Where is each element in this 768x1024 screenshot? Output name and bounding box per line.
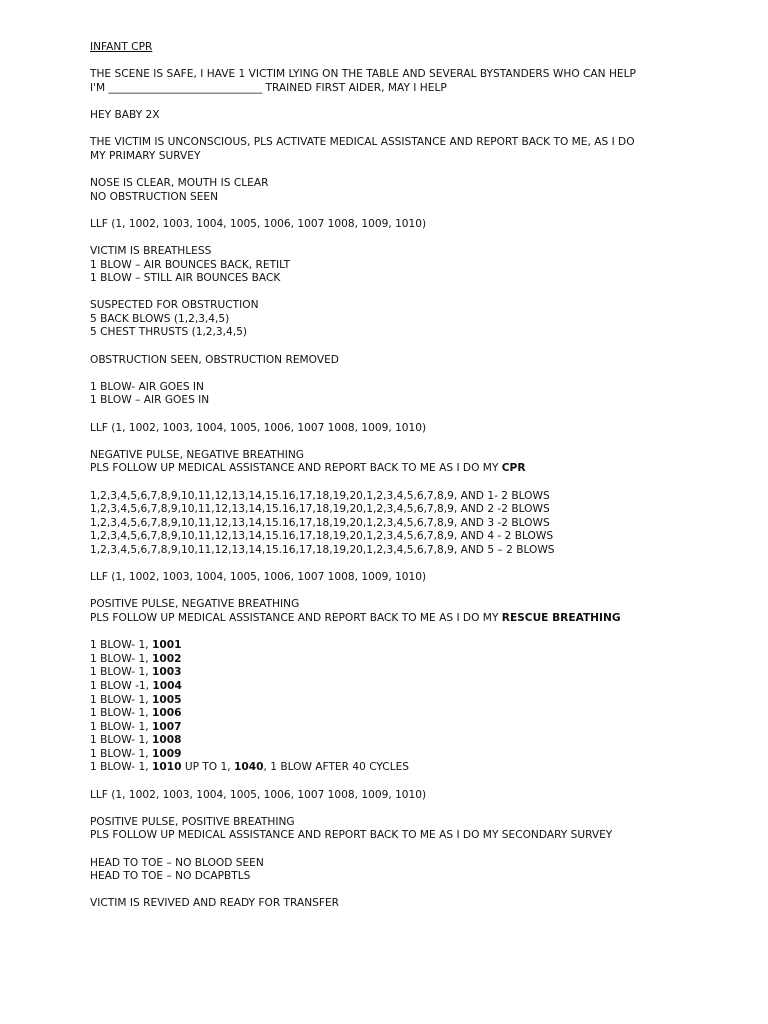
breathless-line-2: 1 BLOW – AIR BOUNCES BACK, RETILT (90, 258, 291, 271)
rescue-blow-line (90, 707, 730, 721)
llf-line-2: LLF (1, 1002, 1003, 1004, 1005, 1006, 1007 1008, 1009, 1010) (90, 421, 427, 434)
unconscious-line-2: MY PRIMARY SURVEY (90, 149, 201, 162)
head-to-toe-line-2: HEAD TO TOE – NO DCAPBTLS (90, 870, 251, 883)
obstruction-removed-line: OBSTRUCTION SEEN, OBSTRUCTION REMOVED (90, 353, 339, 366)
airway-line-2: NO OBSTRUCTION SEEN (90, 190, 219, 203)
revived-line: VICTIM IS REVIVED AND READY FOR TRANSFER (90, 897, 339, 910)
suspected-line-3: 5 CHEST THRUSTS (1,2,3,4,5) (90, 326, 248, 339)
secondary-instruction-line: PLS FOLLOW UP MEDICAL ASSISTANCE AND REPORT BACK TO ME AS I DO MY SECONDARY SURVEY (90, 829, 613, 842)
breathless-line-3: 1 BLOW – STILL AIR BOUNCES BACK (90, 272, 281, 285)
cpr-instruction-bold: CPR (501, 462, 526, 475)
intro-line-2: I'M _____________________________ TRAINED FIRST AIDER, MAY I HELP (90, 81, 447, 94)
blow-count: 1005 (151, 693, 182, 706)
blow-count: 1004 (152, 679, 182, 692)
rescue-status-line: POSITIVE PULSE, NEGATIVE BREATHING (90, 598, 300, 611)
cpr-cycle-line: 1,2,3,4,5,6,7,8,9,10,11,12,13,14,15.16,17,18,19,20,1,2,3,4,5,6,7,8,9, AND 4 - 2 BLOWS (90, 530, 554, 543)
blow-count: 1006 (151, 707, 182, 720)
cpr-cycle-line: 1,2,3,4,5,6,7,8,9,10,11,12,13,14,15.16,17,18,19,20,1,2,3,4,5,6,7,8,9, AND 3 -2 BLOWS (90, 516, 550, 529)
blow-prefix: 1 BLOW- 1, (90, 666, 152, 679)
airway-line-1: NOSE IS CLEAR, MOUTH IS CLEAR (90, 176, 269, 189)
blow-prefix: 1 BLOW- 1, (90, 693, 152, 706)
blow-prefix: 1 BLOW- 1, (90, 747, 152, 760)
blow-count: 1007 (151, 720, 182, 733)
air-in-line-1: 1 BLOW- AIR GOES IN (90, 380, 204, 393)
blow-prefix: 1 BLOW- 1, (90, 720, 152, 733)
blow-prefix: 1 BLOW- 1, (90, 761, 152, 774)
blow-count: 1003 (151, 666, 182, 679)
breathless-line-1: VICTIM IS BREATHLESS (90, 244, 212, 257)
cpr-status-line: NEGATIVE PULSE, NEGATIVE BREATHING (90, 448, 304, 461)
document-page (90, 41, 730, 911)
rescue-blow-line (90, 694, 730, 708)
blow-prefix: 1 BLOW- 1, (90, 639, 152, 652)
blow-prefix: 1 BLOW- 1, (90, 734, 152, 747)
rescue-blow-line (90, 680, 730, 694)
rescue-instruction-text: PLS FOLLOW UP MEDICAL ASSISTANCE AND REPORT BACK TO ME AS I DO MY (90, 611, 502, 624)
rescue-blow-line (90, 748, 730, 762)
blow-prefix: 1 BLOW- 1, (90, 652, 152, 665)
cpr-instruction-text: PLS FOLLOW UP MEDICAL ASSISTANCE AND REPORT BACK TO ME AS I DO MY (90, 462, 502, 475)
cpr-instruction-line (90, 462, 730, 476)
rescue-blow-line (90, 653, 730, 667)
air-in-line-2: 1 BLOW – AIR GOES IN (90, 394, 210, 407)
blow-count: 1002 (151, 652, 182, 665)
head-to-toe-line-1: HEAD TO TOE – NO BLOOD SEEN (90, 856, 264, 869)
blow-prefix: 1 BLOW -1, (90, 679, 153, 692)
blow-suffix: , 1 BLOW AFTER 40 CYCLES (263, 761, 410, 774)
cpr-cycle-line: 1,2,3,4,5,6,7,8,9,10,11,12,13,14,15.16,17,18,19,20,1,2,3,4,5,6,7,8,9, AND 2 -2 BLOWS (90, 503, 550, 516)
blow-count-end: 1040 (233, 761, 264, 774)
document-title: INFANT CPR (90, 41, 153, 53)
cpr-cycle-line: 1,2,3,4,5,6,7,8,9,10,11,12,13,14,15.16,17,18,19,20,1,2,3,4,5,6,7,8,9, AND 5 – 2 BLOWS (90, 543, 555, 556)
rescue-blow-line (90, 734, 730, 748)
secondary-status-line: POSITIVE PULSE, POSITIVE BREATHING (90, 815, 295, 828)
intro-line-1: THE SCENE IS SAFE, I HAVE 1 VICTIM LYING ON THE TABLE AND SEVERAL BYSTANDERS WHO CAN HELP (90, 68, 636, 81)
suspected-line-2: 5 BACK BLOWS (1,2,3,4,5) (90, 312, 230, 325)
rescue-instruction-line (90, 612, 730, 626)
blow-count: 1010 (151, 761, 182, 774)
rescue-instruction-bold: RESCUE BREATHING (501, 611, 621, 624)
llf-line-1: LLF (1, 1002, 1003, 1004, 1005, 1006, 1007 1008, 1009, 1010) (90, 217, 427, 230)
llf-line-3: LLF (1, 1002, 1003, 1004, 1005, 1006, 1007 1008, 1009, 1010) (90, 571, 427, 584)
rescue-blow-line (90, 639, 730, 653)
hey-baby-line: HEY BABY 2X (90, 108, 160, 121)
blow-count: 1009 (151, 747, 182, 760)
blow-count: 1008 (151, 734, 182, 747)
blow-count: 1001 (151, 639, 182, 652)
unconscious-line-1: THE VICTIM IS UNCONSCIOUS, PLS ACTIVATE MEDICAL ASSISTANCE AND REPORT BACK TO ME, AS I DO (90, 136, 635, 149)
suspected-line-1: SUSPECTED FOR OBSTRUCTION (90, 299, 259, 312)
cpr-cycle-line: 1,2,3,4,5,6,7,8,9,10,11,12,13,14,15.16,17,18,19,20,1,2,3,4,5,6,7,8,9, AND 1- 2 BLOWS (90, 489, 550, 502)
blow-middle: UP TO 1, (181, 761, 234, 774)
rescue-blow-line (90, 721, 730, 735)
llf-line-4: LLF (1, 1002, 1003, 1004, 1005, 1006, 1007 1008, 1009, 1010) (90, 788, 427, 801)
rescue-blow-line (90, 666, 730, 680)
blow-prefix: 1 BLOW- 1, (90, 707, 152, 720)
rescue-last-blow-line (90, 761, 730, 775)
